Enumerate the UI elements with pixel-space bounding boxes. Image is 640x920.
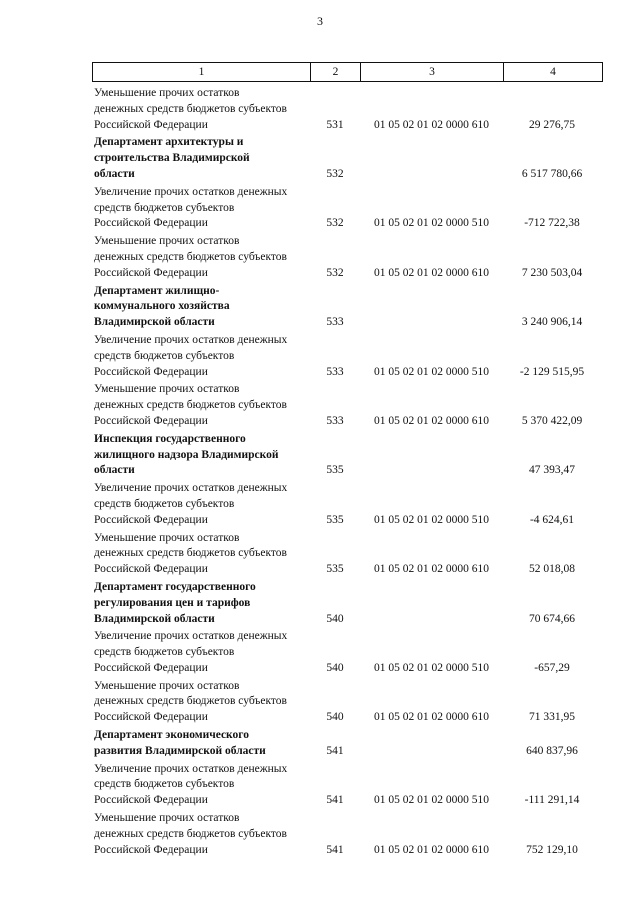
row-description [92, 629, 310, 676]
row-description [92, 185, 310, 232]
row-amount: 70 674,66 [529, 612, 575, 625]
description-line: Российской Федерации [94, 843, 208, 856]
row-amount: 71 331,95 [529, 711, 575, 724]
description-line: Департамент государственного [94, 580, 256, 593]
description-line: Уменьшение прочих остатков [94, 812, 240, 825]
description-line: Владимирской области [94, 316, 215, 329]
description-line: денежных средств бюджетов субъектов [94, 102, 287, 115]
page-number: 3 [317, 14, 323, 28]
row-amount: -2 129 515,95 [519, 365, 585, 378]
description-line: Российской Федерации [94, 711, 208, 724]
description-line: Инспекция государственного [94, 432, 246, 445]
row-code: 533 [326, 365, 344, 378]
row-code: 532 [326, 266, 344, 279]
header-col-4: 4 [550, 66, 556, 78]
description-line: Департамент экономического [94, 729, 249, 742]
row-description [92, 811, 310, 858]
row-code: 532 [326, 217, 344, 230]
description-line: Уменьшение прочих остатков [94, 235, 240, 248]
department-row [92, 284, 603, 331]
row-kbk: 01 05 02 01 02 0000 610 [374, 118, 489, 131]
row-kbk: 01 05 02 01 02 0000 510 [374, 217, 489, 230]
description-line: Уменьшение прочих остатков [94, 87, 240, 99]
description-line: области [94, 167, 135, 180]
row-description [92, 382, 310, 429]
row-description [92, 728, 310, 760]
header-col-3: 3 [361, 63, 504, 81]
row-code: 535 [326, 563, 344, 576]
row-kbk: 01 05 02 01 02 0000 510 [374, 365, 489, 378]
row-description [92, 531, 310, 578]
description-line: Российской Федерации [94, 661, 208, 674]
row-kbk: 01 05 02 01 02 0000 510 [374, 661, 489, 674]
description-line: денежных средств бюджетов субъектов [94, 547, 287, 560]
description-line: Российской Федерации [94, 513, 208, 526]
row-code: 532 [326, 167, 344, 180]
table-row [92, 382, 603, 429]
row-amount: -111 291,14 [524, 794, 580, 807]
description-line: Российской Федерации [94, 365, 208, 378]
table-row [92, 86, 603, 133]
row-amount: 52 018,08 [529, 563, 575, 576]
row-code: 531 [326, 118, 344, 131]
description-line: коммунального хозяйства [94, 300, 230, 313]
description-line: Увеличение прочих остатков денежных [94, 630, 288, 643]
row-kbk: 01 05 02 01 02 0000 610 [374, 266, 489, 279]
description-line: Уменьшение прочих остатков [94, 531, 240, 544]
description-line: Уменьшение прочих остатков [94, 383, 240, 396]
table-row [92, 531, 603, 578]
row-description [92, 333, 310, 380]
row-amount: 640 837,96 [526, 744, 578, 757]
row-amount: 3 240 906,14 [521, 316, 583, 329]
description-line: денежных средств бюджетов субъектов [94, 250, 287, 263]
description-line: денежных средств бюджетов субъектов [94, 827, 287, 840]
row-kbk: 01 05 02 01 02 0000 610 [374, 563, 489, 576]
row-amount: 5 370 422,09 [521, 414, 583, 427]
description-line: строительства Владимирской [94, 152, 250, 165]
row-kbk: 01 05 02 01 02 0000 610 [374, 843, 489, 856]
description-line: Департамент жилищно- [94, 284, 220, 297]
table-header [92, 62, 603, 82]
row-description [92, 284, 310, 331]
description-line: денежных средств бюджетов субъектов [94, 695, 287, 708]
row-kbk: 01 05 02 01 02 0000 510 [374, 794, 489, 807]
row-description [92, 481, 310, 528]
description-line: средств бюджетов субъектов [94, 497, 235, 510]
description-line: Увеличение прочих остатков денежных [94, 333, 288, 346]
row-description [92, 580, 310, 627]
row-amount: -712 722,38 [524, 217, 580, 230]
row-amount: 29 276,75 [529, 118, 575, 131]
table-row [92, 234, 603, 281]
row-kbk: 01 05 02 01 02 0000 510 [374, 513, 489, 526]
description-line: Увеличение прочих остатков денежных [94, 185, 288, 198]
row-kbk: 01 05 02 01 02 0000 610 [374, 711, 489, 724]
description-line: Российской Федерации [94, 118, 208, 131]
description-line: регулирования цен и тарифов [94, 596, 251, 609]
description-line: Увеличение прочих остатков денежных [94, 762, 288, 775]
row-description [92, 679, 310, 726]
header-col-2: 2 [311, 63, 361, 81]
row-description [92, 135, 310, 182]
row-code: 540 [326, 661, 344, 674]
description-line: Увеличение прочих остатков денежных [94, 482, 288, 495]
row-code: 533 [326, 316, 344, 329]
row-description [92, 234, 310, 281]
description-line: Департамент архитектуры и [94, 136, 244, 149]
description-line: жилищного надзора Владимирской [94, 448, 279, 461]
row-code: 540 [326, 612, 344, 625]
description-line: развития Владимирской области [94, 744, 266, 757]
row-amount: 7 230 503,04 [521, 266, 583, 279]
row-code: 535 [326, 464, 344, 477]
description-line: средств бюджетов субъектов [94, 349, 235, 362]
description-line: средств бюджетов субъектов [94, 201, 235, 214]
description-line: денежных средств бюджетов субъектов [94, 399, 287, 412]
description-line: Владимирской области [94, 612, 215, 625]
row-code: 533 [326, 414, 344, 427]
description-line: средств бюджетов субъектов [94, 646, 235, 659]
description-line: Уменьшение прочих остатков [94, 679, 240, 692]
row-code: 541 [326, 744, 344, 757]
row-code: 540 [326, 711, 344, 724]
row-code: 541 [326, 794, 344, 807]
table-row [92, 185, 603, 232]
department-row [92, 135, 603, 182]
description-line: Российской Федерации [94, 266, 208, 279]
table-row [92, 333, 603, 380]
table-row [92, 629, 603, 676]
row-amount: 752 129,10 [526, 843, 578, 856]
row-code: 535 [326, 513, 344, 526]
department-row [92, 580, 603, 627]
row-amount: -4 624,61 [529, 513, 575, 526]
department-row [92, 432, 603, 479]
description-line: Российской Федерации [94, 794, 208, 807]
description-line: Российской Федерации [94, 563, 208, 576]
table-row [92, 679, 603, 726]
table-row [92, 762, 603, 809]
description-line: Российской Федерации [94, 217, 208, 230]
table-row [92, 811, 603, 858]
row-kbk: 01 05 02 01 02 0000 610 [374, 414, 489, 427]
table-row [92, 481, 603, 528]
row-description [92, 86, 310, 133]
row-code: 541 [326, 843, 344, 856]
row-description [92, 762, 310, 809]
row-amount: 47 393,47 [529, 464, 575, 477]
row-amount: -657,29 [534, 661, 570, 674]
row-description [92, 432, 310, 479]
description-line: Российской Федерации [94, 414, 208, 427]
header-col-1: 1 [93, 63, 311, 81]
description-line: средств бюджетов субъектов [94, 778, 235, 791]
row-amount: 6 517 780,66 [521, 167, 583, 180]
description-line: области [94, 464, 135, 477]
department-row [92, 728, 603, 760]
table-body [92, 86, 603, 860]
